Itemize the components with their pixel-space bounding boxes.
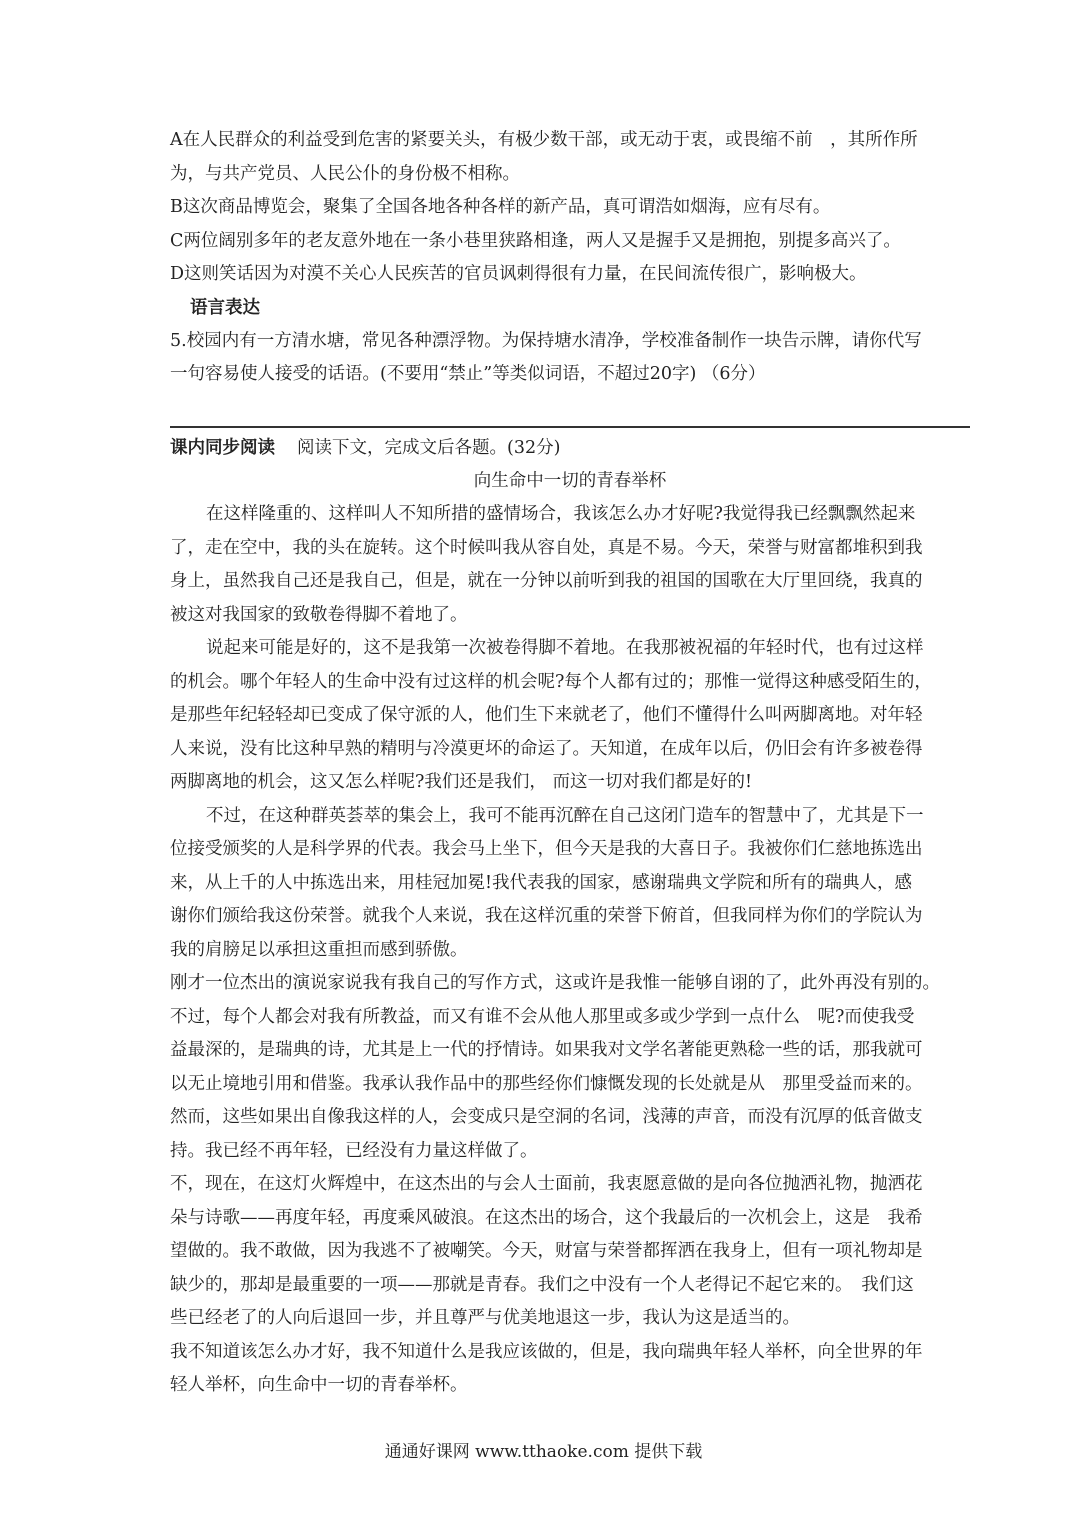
section-divider	[170, 426, 970, 428]
article-paragraph	[170, 1168, 970, 1336]
article-line: 些已经老了的人向后退回一步，并且尊严与优美地退这一步，我认为这是适当的。	[170, 1308, 800, 1328]
article-line: 谢你们颁给我这份荣誉。就我个人来说，我在这样沉重的荣誉下俯首，但我同样为你们的学院认为	[170, 906, 923, 926]
article-line: 然而，这些如果出自像我这样的人，会变成只是空洞的名词，浅薄的声音，而没有沉厚的低音做支	[170, 1107, 923, 1127]
article-line: 我的肩膀足以承担这重担而感到骄傲。	[170, 939, 468, 960]
article-title: 向生命中一切的青春举杯	[473, 471, 667, 491]
article-line: 刚才一位杰出的演说家说我有我自己的写作方式，这或许是我惟一能够自诩的了，此外再没有别的。	[170, 973, 940, 993]
question-5-line-2: 一句容易使人接受的话语。(不要用“禁止”等类似词语，不超过20字) （6分）	[170, 364, 766, 384]
article-line: 我不知道该怎么办才好，我不知道什么是我应该做的，但是，我向瑞典年轻人举杯，向全世界的年	[170, 1341, 923, 1362]
option-b: B这次商品博览会，聚集了全国各地各种各样的新产品，真可谓浩如烟海，应有尽有。	[170, 197, 831, 217]
article-paragraph	[170, 967, 970, 1168]
footer-credit: 通通好课网 www.tthaoke.com 提供下载	[384, 1442, 703, 1462]
question-5	[170, 325, 970, 392]
article-line: 身上，虽然我自己还是我自己，但是，就在一分钟以前听到我的祖国的国歌在大厅里回绕，我真的	[170, 571, 923, 591]
article-line: 轻人举杯，向生命中一切的青春举杯。	[170, 1375, 468, 1395]
article-line: 以无止境地引用和借鉴。我承认我作品中的那些经你们慷慨发现的长处就是从 那里受益而来的。	[170, 1073, 923, 1094]
question-5-line-1: 5.校园内有一方清水塘，常见各种漂浮物。为保持塘水清净，学校准备制作一块告示牌，请你代写	[170, 330, 922, 351]
option-a-line-2: 为，与共产党员、人民公仆的身份极不相称。	[170, 163, 520, 184]
article-line: 的机会。哪个年轻人的生命中没有过这样的机会呢?每个人都有过的；那惟一觉得这种感受陌生的，	[170, 671, 932, 692]
article-paragraph	[170, 632, 970, 800]
article-line: 了，走在空中，我的头在旋转。这个时候叫我从容自处，真是不易。今天，荣誉与财富都堆积到我	[170, 537, 923, 558]
article-line: 益最深的，是瑞典的诗，尤其是上一代的抒情诗。如果我对文学名著能更熟稔一些的话，那我就可	[170, 1040, 923, 1060]
section-heading-language: 语言表达	[190, 297, 260, 318]
article-line: 来，从上千的人中拣选出来，用桂冠加冕!我代表我的国家，感谢瑞典文学院和所有的瑞典人，感	[170, 872, 913, 893]
reading-header	[170, 432, 970, 466]
option-a	[170, 124, 970, 191]
reading-label: 课内同步阅读	[170, 437, 275, 458]
article-line: 不过，在这种群英荟萃的集会上，我可不能再沉醉在自己这闭门造车的智慧中了，尤其是下一	[206, 805, 924, 826]
article-paragraph	[170, 1336, 970, 1403]
article-line: 被这对我国家的致敬卷得脚不着地了。	[170, 604, 468, 625]
option-d: D这则笑话因为对漠不关心人民疾苦的官员讽刺得很有力量，在民间流传很广，影响极大。	[170, 264, 867, 284]
article-line: 缺少的，那却是最重要的一项——那就是青春。我们之中没有一个人老得记不起它来的。 我们这	[170, 1274, 914, 1295]
article-body	[170, 498, 970, 1403]
article-line: 两脚离地的机会，这又怎么样呢?我们还是我们， 而这一切对我们都是好的!	[170, 772, 752, 792]
article-line: 不，现在，在这灯火辉煌中，在这杰出的与会人士面前，我衷愿意做的是向各位抛洒礼物，抛洒花	[170, 1174, 923, 1194]
article-line: 在这样隆重的、这样叫人不知所措的盛情场合，我该怎么办才好呢?我觉得我已经飘飘然起来	[206, 504, 916, 524]
document-page	[170, 124, 970, 1403]
article-line: 不过，每个人都会对我有所教益，而又有谁不会从他人那里或多或少学到一点什么 呢?而使我受	[170, 1006, 915, 1027]
article-line: 持。我已经不再年轻，已经没有力量这样做了。	[170, 1140, 538, 1161]
article-line: 说起来可能是好的，这不是我第一次被卷得脚不着地。在我那被祝福的年轻时代，也有过这样	[206, 638, 924, 658]
article-paragraph	[170, 800, 970, 968]
article-line: 是那些年纪轻轻却已变成了保守派的人，他们生下来就老了，他们不懂得什么叫两脚离地。对年轻	[170, 705, 923, 725]
article-line: 望做的。我不敢做，因为我逃不了被嘲笑。今天，财富与荣誉都挥洒在我身上，但有一项礼物却是	[170, 1241, 923, 1261]
article-line: 位接受颁奖的人是科学界的代表。我会马上坐下，但今天是我的大喜日子。我被你们仁慈地拣选出	[170, 839, 923, 859]
article-paragraph	[170, 498, 970, 632]
article-line: 人来说，没有比这种早熟的精明与冷漠更坏的命运了。天知道，在成年以后，仍旧会有许多被卷得	[170, 738, 923, 759]
reading-instruction: 阅读下文，完成文后各题。(32分)	[297, 437, 561, 458]
option-a-line-1: A在人民群众的利益受到危害的紧要关头，有极少数干部，或无动于衷，或畏缩不前 ，其所作所	[170, 130, 918, 150]
article-line: 朵与诗歌——再度年轻，再度乘风破浪。在这杰出的场合，这个我最后的一次机会上，这是 我希	[170, 1207, 923, 1228]
option-c: C两位阔别多年的老友意外地在一条小巷里狭路相逢，两人又是握手又是拥抱，别提多高兴了。	[170, 230, 901, 251]
